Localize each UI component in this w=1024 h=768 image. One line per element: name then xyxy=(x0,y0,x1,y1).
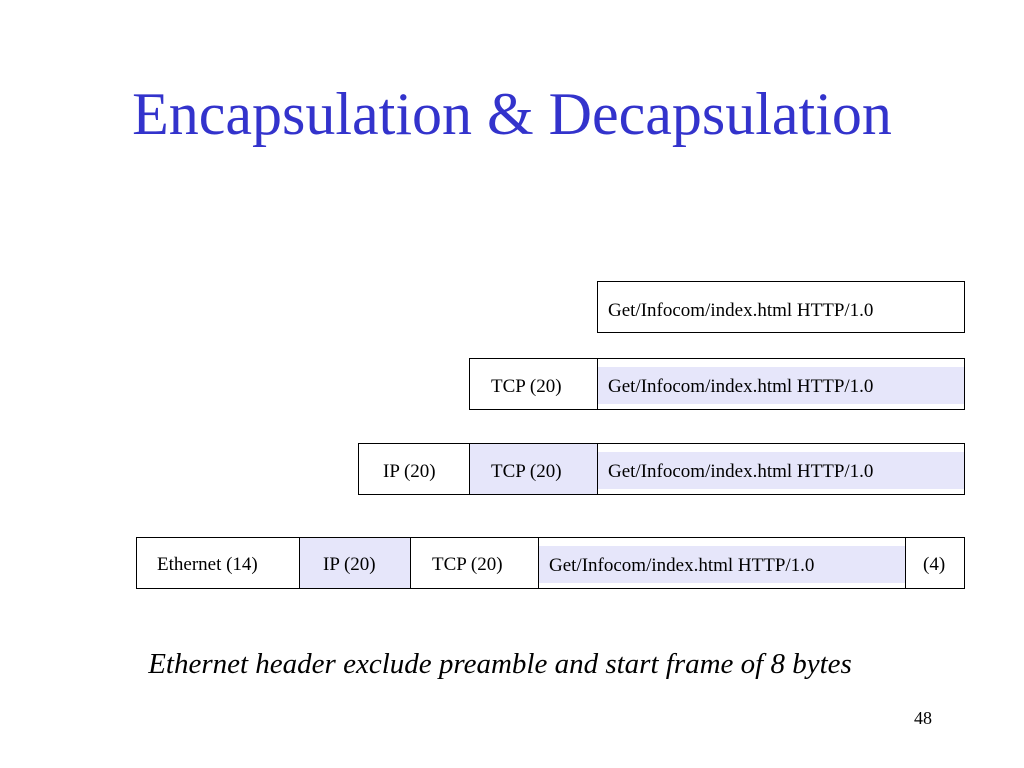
tcp-header-cell xyxy=(469,444,597,494)
http-payload-cell xyxy=(598,282,964,332)
ethernet-header-label: Ethernet (14) xyxy=(157,554,258,575)
ethernet-header-cell xyxy=(137,538,300,588)
http-payload-label: Get/Infocom/index.html HTTP/1.0 xyxy=(608,376,874,397)
http-payload-cell xyxy=(597,444,964,494)
ethernet-trailer-cell xyxy=(905,538,964,588)
tcp-header-label: TCP (20) xyxy=(432,554,503,575)
ip-header-label: IP (20) xyxy=(383,461,436,482)
ip-header-cell xyxy=(359,444,470,494)
packet-row-ip xyxy=(358,443,965,495)
http-payload-cell xyxy=(597,359,964,409)
http-payload-label: Get/Infocom/index.html HTTP/1.0 xyxy=(549,555,815,576)
tcp-header-label: TCP (20) xyxy=(491,461,562,482)
packet-row-http xyxy=(597,281,965,333)
ethernet-trailer-label: (4) xyxy=(923,554,946,575)
slide-title: Encapsulation & Decapsulation xyxy=(132,81,892,147)
tcp-header-cell xyxy=(470,359,598,409)
tcp-header-label: TCP (20) xyxy=(491,376,562,397)
ip-header-label: IP (20) xyxy=(323,554,376,575)
page-number: 48 xyxy=(914,708,932,728)
packet-row-ethernet xyxy=(136,537,965,589)
http-payload-label: Get/Infocom/index.html HTTP/1.0 xyxy=(608,461,874,482)
slide-caption: Ethernet header exclude preamble and start frame of 8 bytes xyxy=(148,648,852,680)
http-payload-cell xyxy=(538,538,905,588)
tcp-header-cell xyxy=(410,538,539,588)
packet-row-tcp xyxy=(469,358,965,410)
http-payload-label: Get/Infocom/index.html HTTP/1.0 xyxy=(608,300,874,321)
ip-header-cell xyxy=(299,538,411,588)
